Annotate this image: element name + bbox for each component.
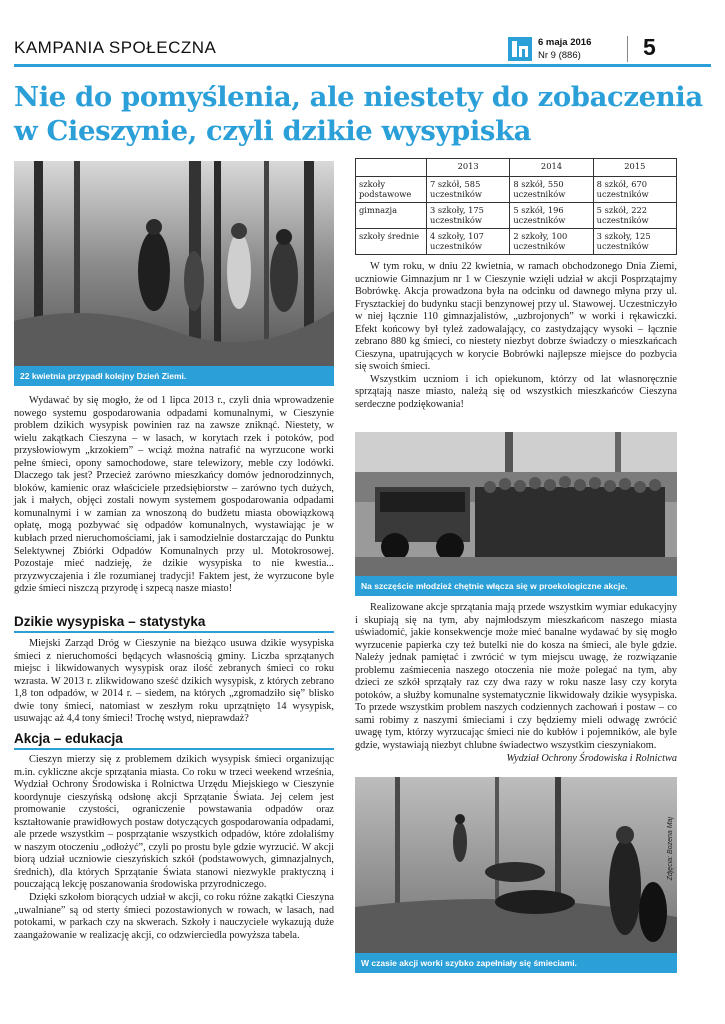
photo-caption: W czasie akcji worki szybko zapełniały się śmieciami. <box>355 953 677 973</box>
earth-day-paragraph: W tym roku, w dniu 22 kwietnia, w ramach obchodzonego Dnia Ziemi, uczniowie Gimnazjum nr 1 w Cieszynie wzięli udział w akcji Posprzątajmy Bobrówkę. Akcja prowadzona była na odcinku od dawnego młyna przy ul. Frysztackiej do budynku stacji benzynowej przy ul. Stawowej. Uczestniczyło w niej łącznie 110 gimnazjalistów, „uzbrojonych” w worki i rękawiczki. Efekt końcowy był tyleż zadowalający, co zastydzający wysoki – łącznie zebrano 880 kg śmieci, co niestety niezbyt dobrze świadczy o mieszkańcach Cieszyna, upatrujących w korycie Bobrówki najlepsze miejsce do pozbycia się swoich śmieci. <box>355 261 677 373</box>
thanks-paragraph: Wszystkim uczniom i ich opiekunom, którzy od lat własnoręcznie sprzątają nasze miasto, należą się od wszystkich mieszkańców Cieszyna serdeczne podziękowania! <box>355 373 677 411</box>
statistics-text <box>14 638 334 726</box>
table-cell: 5 szkół, 222 uczestników <box>593 203 676 229</box>
intro-paragraph: Wydawać by się mogło, że od 1 lipca 2013 r., czyli dnia wprowadzenie nowego systemu gospodarowania odpadami komunalnymi, w Cieszynie problem dzikich wysypisk powinien raz na zawsze zniknąć. Niestety, w wielu zakątkach Cieszyna – w lasach, w korytach rzek i potoków, pod przysłowiowym „krzokiem” – wciąż można natrafić na wyrzucone worki pełne śmieci, opony samochodowe, stare telewizory, meble czy lodówki. Dlaczego tak jest? Przecież zarówno mieszkańcy domów jednorodzinnych, bloków, kamienic oraz właściciele przedsiębiorstw – zarówno tych dużych, jak i małych, objęci zostali nowym systemem gospodarowania odpadami komunalnymi i w zamian za wnoszoną do budżetu miasta obowiązkową opłatę, mogą pozbywać się odpadów komunalnych, wystawiając je w kubłach przed nieruchomościami, jak i samodzielnie dostarczając do Punktu Selektywnej Zbiórki Odpadów Komunalnych przy ul. Motokrosowej. Pozostaje mieć nadzieję, że dzikie wysypiska to nie kwestia... przyzwyczajenia i źle rozumianej tradycji! Faktem jest, że wyrzucone byle gdzie śmieci niszczą przyrodę i szpecą nasze miasto! <box>14 395 334 595</box>
photo-caption: 22 kwietnia przypadł kolejny Dzień Ziemi. <box>14 366 334 386</box>
table-cell: 3 szkoły, 125 uczestników <box>593 229 676 255</box>
photo-cleanup-bags-image <box>355 777 677 973</box>
table-cell: 3 szkoły, 175 uczestników <box>427 203 510 229</box>
table-row-label: gimnazja <box>356 203 427 229</box>
table-header-row <box>356 159 677 177</box>
article-signature: Wydział Ochrony Środowiska i Rolnictwa <box>506 752 677 764</box>
newspaper-logo-icon <box>508 37 532 61</box>
page-number: 5 <box>643 34 656 60</box>
header-rule <box>14 64 711 67</box>
header-divider <box>627 36 628 62</box>
photo-cleanup-bags <box>355 777 677 973</box>
intro-text <box>14 395 334 596</box>
table-cell: 8 szkół, 550 uczestników <box>510 177 593 203</box>
table-cell: 8 szkół, 670 uczestników <box>593 177 676 203</box>
earth-day-text <box>355 261 677 412</box>
subheading-education: Akcja – edukacja <box>14 731 334 750</box>
issue-date: 6 maja 2016 <box>538 37 592 48</box>
table-cell: 4 szkoły, 107 uczestników <box>427 229 510 255</box>
table-header-cell <box>356 159 427 177</box>
subheading-statistics: Dzikie wysypiska – statystyka <box>14 614 334 633</box>
article-headline: Nie do pomyślenia, ale niestety do zobaczenia w Cieszynie, czyli dzikie wysypiska <box>14 81 703 147</box>
table-row-label: szkoły średnie <box>356 229 427 255</box>
table-cell: 2 szkoły, 100 uczestników <box>510 229 593 255</box>
section-title: KAMPANIA SPOŁECZNA <box>14 38 217 57</box>
participation-table <box>355 158 677 255</box>
photo-earth-day <box>14 161 334 386</box>
table-cell: 5 szkół, 196 uczestników <box>510 203 593 229</box>
table-header-cell: 2013 <box>427 159 510 177</box>
education-paragraph: Cieszyn mierzy się z problemem dzikich wysypisk śmieci organizując m.in. cykliczne akcje sprzątania miasta. Co roku w trzeci weekend września, Wydział Ochrony Środowiska i Rolnictwa Urzędu Miejskiego w Cieszynie koordynuje cieszyńską odsłonę akcji Sprzątanie Świata. Jej celem jest promowanie czystości, ograniczenie powstawania odpadów oraz kształtowanie prawidłowych postaw dotyczących gospodarowania odpadami, ale przede wszystkim – posprzątanie wszystkich odpadów, które zdołaliśmy w naszym otoczeniu „odłożyć”, czyli po prostu byle gdzie wyrzucić. W akcji biorą udział uczniowie cieszyńskich szkół (podstawowych, gimnazjalnych, średnich), dla których Sprzątanie Świata stanowi niezwykle praktyczną i pouczającą lekcję poszanowania środowiska przyrodniczego. <box>14 754 334 891</box>
photo-caption: Na szczęście młodzież chętnie włącza się w proekologiczne akcje. <box>355 576 677 596</box>
education-paragraph: Dzięki szkołom biorących udział w akcji, co roku różne zakątki Cieszyna „uwalniane” są od sterty śmieci pozostawionych w rowach, w lasach, nad potokami, w parkach czy na skwerach. Szkoły i nauczyciele wykazują duże zaangażowanie w realizację akcji, co odzwierciedla powyższa tabela. <box>14 892 334 941</box>
photo-students-group-image <box>355 432 677 596</box>
photo-students-group <box>355 432 677 596</box>
education-text <box>14 754 334 942</box>
table-header-cell: 2014 <box>510 159 593 177</box>
table-header-cell: 2015 <box>593 159 676 177</box>
photo-credit: Zdjęcia: Bożena Maj <box>667 817 674 881</box>
table-row-label: szkoły podstawowe <box>356 177 427 203</box>
statistics-paragraph: Miejski Zarząd Dróg w Cieszynie na bieżąco usuwa dzikie wysypiska śmieci z nieruchomości będących własnością gminy. Liczba sprzątanych miejsc i likwidowanych wysypisk oraz ilość zebranych śmieci co roku wzrasta. W 2013 r. zlikwidowano sześć dzikich wysypisk, z których zebrano 1,8 ton odpadów, w 2014 r. – siedem, na których „zgromadziło się” blisko dwie tony śmieci, natomiast w zeszłym roku uprzątnięto 14 wysypisk, usuwając aż 4,4 tony śmieci! Trochę wstyd, nieprawdaż? <box>14 638 334 725</box>
education-summary-text <box>355 602 677 765</box>
photo-earth-day-image <box>14 161 334 386</box>
issue-number: Nr 9 (886) <box>538 50 581 61</box>
table-row <box>356 203 677 229</box>
table-row <box>356 177 677 203</box>
table-cell: 7 szkół, 585 uczestników <box>427 177 510 203</box>
education-summary-paragraph: Realizowane akcje sprzątania mają przede wszystkim wymiar edukacyjny i skupiają się na tym, aby najmłodszym mieszkańcom naszego miasta uświadomić, jakie konsekwencje może mieć banalne wydawać by się mogło wyrzucenie papierka czy też butelki nie do kosza na śmieci, ale byle gdzie. Należy jednak pamiętać i zwrócić w tym miejscu uwagę, że rozwiązanie problemu zaśmiecenia naszego otoczenia nie może polegać na tym, aby dzieci ze szkół sprzątały raz czy dwa razy w roku nasze lasy czy koryta potoków, a służby komunalne systematycznie likwidowały dzikie wysypiska. To przede wszystkim problem naszych codziennych zachowań i postaw – co sami robimy z naszymi śmieciami i czy będziemy mieli odwagę zwrócić uwagę tym, którzy wyrzucając śmieci nie do kubłów i pojemników, ale byle gdzie, wystawiają niezbyt chlubne świadectwo wszystkim cieszyniakom. <box>355 602 677 752</box>
table-row <box>356 229 677 255</box>
